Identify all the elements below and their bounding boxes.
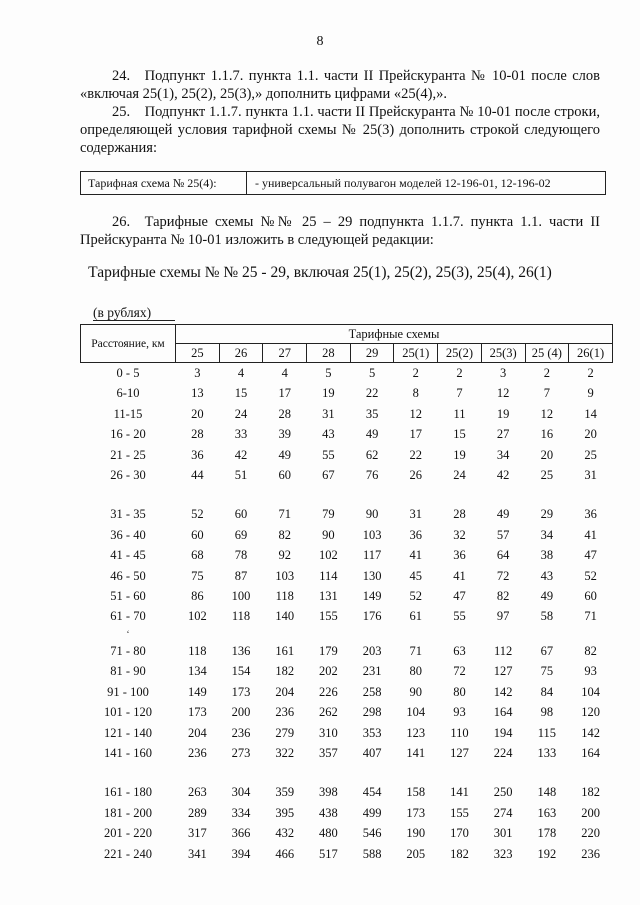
- tariff-cell: 82: [278, 527, 291, 542]
- tariff-cell: 398: [319, 785, 338, 800]
- tariff-cell: 41: [584, 527, 597, 542]
- tariff-cell: 47: [453, 589, 466, 604]
- tariff-cell: 588: [362, 846, 382, 861]
- tariff-cell: 7: [456, 386, 463, 401]
- currency-note: (в рублях): [93, 305, 152, 320]
- scheme-value: - универсальный полувагон моделей 12-196-01, 12-196-02: [255, 175, 551, 190]
- tariff-cell: 133: [537, 745, 557, 760]
- tariff-cell: 17: [409, 427, 423, 442]
- tariff-cell: 322: [275, 745, 295, 760]
- tariff-cell: 250: [493, 785, 513, 800]
- distance-cell: 0 - 5: [116, 366, 140, 380]
- tariff-cell: 298: [362, 705, 382, 720]
- scheme-column-header: 25: [176, 344, 220, 363]
- tariff-cell: 194: [493, 725, 513, 740]
- distance-cell: 31 - 35: [110, 507, 146, 522]
- distance-cell: 26 - 30: [110, 468, 146, 483]
- tariff-cell: 118: [275, 589, 294, 604]
- tariff-cell: 57: [496, 527, 510, 542]
- tariff-cell: 13: [191, 386, 204, 401]
- tariff-cell: 47: [584, 548, 597, 563]
- table-row: [81, 586, 613, 606]
- tariff-cell: 394: [231, 846, 251, 861]
- tariff-cell: 190: [406, 826, 426, 841]
- tariff-cell: 26: [409, 468, 423, 483]
- tariff-cell: 164: [581, 745, 600, 760]
- distance-cell: 221 - 240: [104, 846, 152, 861]
- table-row: [81, 782, 613, 802]
- tariff-cell: 127: [450, 745, 469, 760]
- tariff-cell: 60: [278, 468, 291, 483]
- table-row: [81, 844, 613, 864]
- distance-cell: 161 - 180: [104, 785, 152, 800]
- tariff-cell: 84: [540, 684, 554, 699]
- tariff-cell: 407: [362, 745, 382, 760]
- tariff-cell: 546: [362, 826, 382, 841]
- tariff-cell: 112: [494, 643, 513, 658]
- tariff-cell: 8: [412, 386, 419, 401]
- tariff-cell: 395: [275, 805, 295, 820]
- tariff-cell: 103: [275, 568, 295, 583]
- scheme-column-header: 25 (4): [525, 344, 569, 363]
- tariff-cell: 102: [319, 548, 338, 563]
- tariff-cell: 155: [450, 805, 469, 820]
- table-row: [81, 566, 613, 586]
- tariff-cell: 273: [231, 745, 251, 760]
- tariff-cell: 31: [584, 468, 597, 483]
- tariff-cell: 120: [581, 705, 600, 720]
- tariff-cell: 480: [319, 826, 338, 841]
- tariff-cell: 4: [237, 366, 245, 380]
- tariff-cell: 31: [409, 507, 423, 522]
- tariff-cell: 49: [365, 427, 379, 442]
- tariff-cell: 173: [406, 805, 426, 820]
- tariff-cell: 49: [278, 447, 291, 462]
- tariff-cell: 202: [319, 664, 338, 679]
- tariff-cell: 279: [275, 725, 295, 740]
- tariff-cell: 182: [275, 664, 295, 679]
- scheme-column-header: 25(1): [394, 344, 438, 363]
- distance-cell: 21 - 25: [110, 447, 146, 462]
- table-row: [81, 606, 613, 626]
- tariff-cell: 123: [406, 725, 426, 740]
- table-title: Тарифные схемы № № 25 - 29, включая 25(1), 25(2), 25(3), 25(4), 26(1): [88, 264, 552, 281]
- tariff-cell: 92: [278, 548, 291, 563]
- distance-cell: 181 - 200: [104, 805, 152, 820]
- scheme-column-header: 25(3): [481, 344, 525, 363]
- tariff-cell: 35: [365, 406, 379, 421]
- tariff-cell: 36: [584, 507, 597, 522]
- tariff-cell: 182: [581, 785, 600, 800]
- scheme-column-header: 25(2): [438, 344, 482, 363]
- tariff-cell: 27: [496, 427, 510, 442]
- tariff-cell: 36: [191, 447, 204, 462]
- tariff-cell: 258: [362, 684, 382, 699]
- tariff-cell: 134: [187, 664, 207, 679]
- distance-cell: 41 - 45: [110, 548, 146, 563]
- spacer-row: [81, 485, 613, 504]
- tariff-cell: 158: [406, 785, 426, 800]
- table-row: [81, 823, 613, 843]
- table-row: [81, 465, 613, 485]
- tariff-table-header: [81, 325, 613, 363]
- tariff-cell: 432: [275, 826, 295, 841]
- tariff-cell: 263: [187, 785, 207, 800]
- tariff-table-body: [81, 363, 613, 864]
- tariff-cell: 274: [493, 805, 513, 820]
- tariff-cell: 104: [406, 705, 426, 720]
- tariff-cell: 58: [540, 609, 554, 624]
- tariff-cell: 24: [453, 468, 466, 483]
- distance-cell: 121 - 140: [104, 725, 152, 740]
- tariff-cell: 36: [409, 527, 423, 542]
- table-row: [81, 641, 613, 661]
- table-row: [81, 803, 613, 823]
- tariff-cell: 76: [365, 468, 379, 483]
- tariff-cell: 220: [581, 826, 600, 841]
- tariff-cell: 61: [409, 609, 423, 624]
- tariff-cell: 52: [584, 568, 597, 583]
- tariff-cell: 179: [319, 643, 338, 658]
- tariff-cell: 72: [453, 664, 466, 679]
- table-row: [81, 702, 613, 722]
- tariff-cell: 110: [450, 725, 469, 740]
- tariff-cell: 25: [540, 468, 554, 483]
- tariff-cell: 71: [409, 643, 423, 658]
- tariff-cell: 28: [453, 507, 466, 522]
- tariff-cell: 114: [319, 568, 338, 583]
- tariff-cell: 289: [187, 805, 207, 820]
- tariff-cell: 204: [275, 684, 295, 699]
- tariff-cell: 3: [500, 366, 507, 380]
- paragraph-24-text: 24. Подпункт 1.1.7. пункта 1.1. части II Прейскуранта № 10-01 после слов «включая 25(1), 25(2), 25(3),» дополнить цифрами «25(4),».: [80, 68, 600, 102]
- tariff-cell: 117: [362, 548, 382, 563]
- tariff-cell: 438: [319, 805, 338, 820]
- tariff-cell: 12: [409, 406, 423, 421]
- distance-cell: 46 - 50: [110, 568, 146, 583]
- tariff-cell: 42: [234, 447, 248, 462]
- tariff-cell: 204: [187, 725, 207, 740]
- tariff-cell: 44: [191, 468, 204, 483]
- tariff-cell: 52: [409, 589, 423, 604]
- tariff-cell: 164: [493, 705, 513, 720]
- tariff-cell: 454: [362, 785, 382, 800]
- tariff-cell: 154: [231, 664, 251, 679]
- distance-cell: 6-10: [116, 386, 140, 401]
- tariff-cell: 69: [234, 527, 248, 542]
- paragraph-25: [80, 103, 600, 157]
- tariff-cell: 2: [587, 366, 594, 380]
- tariff-cell: 86: [191, 589, 204, 604]
- tariff-cell: 236: [581, 846, 600, 861]
- tariff-cell: 55: [453, 609, 466, 624]
- tariff-cell: 93: [453, 705, 466, 720]
- distance-cell: 16 - 20: [110, 427, 146, 442]
- tariff-cell: 16: [540, 427, 554, 442]
- table-row: [81, 404, 613, 424]
- distance-cell: 81 - 90: [110, 664, 146, 679]
- tariff-cell: 141: [450, 785, 469, 800]
- tariff-cell: 262: [319, 705, 338, 720]
- tariff-cell: 203: [362, 643, 382, 658]
- tariff-cell: 2: [412, 366, 419, 380]
- tariff-cell: 87: [234, 568, 248, 583]
- tariff-cell: 192: [537, 846, 557, 861]
- distance-cell: 201 - 220: [104, 826, 152, 841]
- table-row: [81, 661, 613, 681]
- tariff-cell: 2: [456, 366, 463, 380]
- tariff-cell: 163: [537, 805, 557, 820]
- tariff-cell: 55: [322, 447, 335, 462]
- tariff-cell: 17: [278, 386, 291, 401]
- tariff-cell: 115: [537, 725, 556, 740]
- tariff-cell: 41: [453, 568, 466, 583]
- tariff-cell: 173: [231, 684, 251, 699]
- tariff-table: [80, 324, 613, 864]
- table-row: [81, 383, 613, 403]
- tariff-cell: 71: [584, 609, 597, 624]
- tariff-cell: 301: [493, 826, 513, 841]
- table-row: [81, 545, 613, 565]
- tariff-cell: 19: [496, 406, 510, 421]
- tariff-cell: 80: [409, 664, 423, 679]
- paragraph-24: [80, 67, 600, 103]
- tariff-cell: 3: [194, 366, 201, 380]
- tariff-cell: 82: [584, 643, 597, 658]
- tariff-cell: 103: [362, 527, 382, 542]
- tariff-cell: 334: [231, 805, 251, 820]
- spacer-cell: [81, 485, 613, 504]
- spacer-cell: [176, 627, 613, 641]
- tariff-cell: 41: [409, 548, 423, 563]
- tariff-cell: 310: [319, 725, 338, 740]
- tariff-cell: 5: [325, 366, 332, 380]
- tariff-cell: 2: [543, 366, 550, 380]
- tariff-cell: 15: [453, 427, 466, 442]
- distance-cell: 141 - 160: [104, 745, 152, 760]
- table-row: [81, 504, 613, 524]
- tariff-cell: 357: [319, 745, 338, 760]
- tariff-cell: 22: [365, 386, 379, 401]
- tariff-cell: 90: [322, 527, 335, 542]
- tariff-cell: 12: [496, 386, 510, 401]
- tariff-cell: 45: [409, 568, 423, 583]
- tariff-cell: 161: [275, 643, 295, 658]
- tariff-cell: 52: [191, 507, 204, 522]
- tariff-cell: 4: [281, 366, 288, 380]
- distance-cell: 91 - 100: [107, 684, 149, 699]
- paragraph-25-text: 25. Подпункт 1.1.7. пункта 1.1. части II Прейскуранта № 10-01 после строки, определяющей условия тарифной схемы № 25(3) дополнить строкой следующего содержания:: [80, 104, 600, 156]
- distance-cell: 101 - 120: [104, 705, 152, 720]
- mark-row: [81, 627, 613, 641]
- scheme-column-header: 26: [219, 344, 263, 363]
- tariff-cell: 93: [584, 664, 597, 679]
- tariff-cell: 19: [322, 386, 335, 401]
- tariff-cell: 140: [275, 609, 295, 624]
- table-row: [81, 445, 613, 465]
- page-number: 8: [316, 34, 324, 49]
- tariff-cell: 80: [453, 684, 466, 699]
- paragraph-26-text: 26. Тарифные схемы №№ 25 – 29 подпункта 1.1.7. пункта 1.1. части II Прейскуранта № 10-01 изложить в следующей редакции:: [80, 214, 600, 248]
- tariff-cell: 25: [584, 447, 597, 462]
- tariff-cell: 63: [453, 643, 466, 658]
- tariff-cell: 20: [191, 406, 204, 421]
- tariff-cell: 317: [187, 826, 207, 841]
- distance-cell: 61 - 70: [110, 609, 146, 624]
- tariff-cell: 236: [187, 745, 207, 760]
- distance-header: Расстояние, км: [81, 325, 176, 363]
- tariff-cell: 20: [540, 447, 554, 462]
- tariff-cell: 49: [540, 589, 554, 604]
- tariff-cell: 12: [540, 406, 554, 421]
- tariff-cell: 28: [191, 427, 204, 442]
- tariff-cell: 42: [496, 468, 510, 483]
- tariff-cell: 24: [234, 406, 248, 421]
- tariff-cell: 118: [231, 609, 251, 624]
- tariff-cell: 200: [581, 805, 600, 820]
- tariff-cell: 90: [409, 684, 423, 699]
- tariff-cell: 75: [540, 664, 554, 679]
- scheme-definition-row: [80, 171, 606, 195]
- tariff-cell: 31: [322, 406, 335, 421]
- table-row: [81, 743, 613, 763]
- tariff-cell: 38: [540, 548, 554, 563]
- table-row: [81, 424, 613, 444]
- tariff-cell: 466: [275, 846, 295, 861]
- tariff-cell: 51: [234, 468, 248, 483]
- tariff-cell: 36: [453, 548, 466, 563]
- distance-cell: 11-15: [113, 406, 143, 421]
- tariff-cell: 97: [496, 609, 510, 624]
- tariff-cell: 62: [365, 447, 379, 462]
- tariff-cell: 39: [278, 427, 291, 442]
- tariff-cell: 71: [278, 507, 291, 522]
- tariff-cell: 102: [187, 609, 207, 624]
- tariff-cell: 34: [540, 527, 554, 542]
- table-row: [81, 682, 613, 702]
- tariff-cell: 9: [587, 386, 594, 401]
- tariff-cell: 72: [496, 568, 510, 583]
- schemes-header: Тарифные схемы: [176, 325, 613, 344]
- tariff-cell: 323: [493, 846, 513, 861]
- scheme-column-header: 27: [263, 344, 307, 363]
- tariff-cell: 19: [453, 447, 466, 462]
- tariff-cell: 200: [231, 705, 251, 720]
- tariff-cell: 104: [581, 684, 600, 699]
- tariff-cell: 43: [322, 427, 335, 442]
- tariff-cell: 7: [543, 386, 550, 401]
- stray-mark: ʻ: [126, 628, 130, 639]
- tariff-cell: 29: [540, 507, 554, 522]
- tariff-cell: 78: [234, 548, 248, 563]
- tariff-cell: 224: [493, 745, 513, 760]
- tariff-cell: 75: [191, 568, 204, 583]
- tariff-cell: 170: [450, 826, 469, 841]
- scheme-column-header: 26(1): [569, 344, 613, 363]
- currency-underline: [93, 320, 175, 321]
- tariff-cell: 155: [319, 609, 338, 624]
- tariff-cell: 33: [234, 427, 248, 442]
- tariff-cell: 353: [362, 725, 382, 740]
- tariff-cell: 34: [496, 447, 510, 462]
- tariff-cell: 67: [322, 468, 335, 483]
- tariff-cell: 178: [537, 826, 557, 841]
- tariff-cell: 90: [365, 507, 379, 522]
- tariff-cell: 5: [368, 366, 376, 380]
- tariff-cell: 15: [234, 386, 248, 401]
- tariff-cell: 131: [319, 589, 338, 604]
- tariff-cell: 149: [362, 589, 382, 604]
- table-row: [81, 723, 613, 743]
- tariff-cell: 28: [278, 406, 291, 421]
- tariff-cell: 127: [493, 664, 513, 679]
- distance-cell: 36 - 40: [110, 527, 146, 542]
- distance-cell: 71 - 80: [110, 643, 146, 658]
- tariff-cell: 148: [537, 785, 557, 800]
- tariff-cell: 142: [581, 725, 600, 740]
- tariff-cell: 236: [231, 725, 251, 740]
- tariff-cell: 149: [187, 684, 207, 699]
- tariff-cell: 20: [584, 427, 597, 442]
- scheme-column-header: 28: [307, 344, 351, 363]
- tariff-cell: 231: [362, 664, 382, 679]
- tariff-cell: 226: [319, 684, 338, 699]
- tariff-cell: 60: [584, 589, 597, 604]
- tariff-cell: 68: [191, 548, 204, 563]
- tariff-cell: 67: [540, 643, 554, 658]
- tariff-cell: 366: [231, 826, 251, 841]
- tariff-cell: 176: [362, 609, 382, 624]
- tariff-cell: 499: [362, 805, 382, 820]
- tariff-cell: 182: [450, 846, 469, 861]
- tariff-cell: 32: [453, 527, 466, 542]
- tariff-cell: 236: [275, 705, 295, 720]
- tariff-cell: 141: [406, 745, 426, 760]
- tariff-cell: 304: [231, 785, 251, 800]
- tariff-cell: 173: [187, 705, 207, 720]
- tariff-cell: 130: [362, 568, 382, 583]
- tariff-cell: 79: [322, 507, 335, 522]
- scheme-label: Тарифная схема № 25(4):: [81, 172, 247, 194]
- tariff-cell: 60: [234, 507, 248, 522]
- tariff-cell: 142: [493, 684, 513, 699]
- paragraph-26: [80, 213, 600, 249]
- tariff-cell: 43: [540, 568, 554, 583]
- tariff-cell: 82: [496, 589, 510, 604]
- distance-cell: 51 - 60: [110, 589, 146, 604]
- tariff-cell: 98: [540, 705, 554, 720]
- table-row: [81, 525, 613, 545]
- tariff-cell: 22: [409, 447, 423, 462]
- tariff-cell: 341: [187, 846, 207, 861]
- tariff-cell: 100: [231, 589, 251, 604]
- tariff-cell: 359: [275, 785, 295, 800]
- spacer-row: [81, 763, 613, 782]
- tariff-cell: 118: [188, 643, 207, 658]
- tariff-cell: 136: [231, 643, 251, 658]
- spacer-cell: [81, 763, 613, 782]
- tariff-cell: 64: [496, 548, 510, 563]
- tariff-cell: 49: [496, 507, 510, 522]
- scheme-column-header: 29: [350, 344, 394, 363]
- tariff-cell: 205: [406, 846, 426, 861]
- tariff-cell: 517: [319, 846, 338, 861]
- tariff-cell: 14: [584, 406, 597, 421]
- table-row: [81, 363, 613, 384]
- tariff-cell: 11: [453, 406, 466, 421]
- tariff-cell: 60: [191, 527, 204, 542]
